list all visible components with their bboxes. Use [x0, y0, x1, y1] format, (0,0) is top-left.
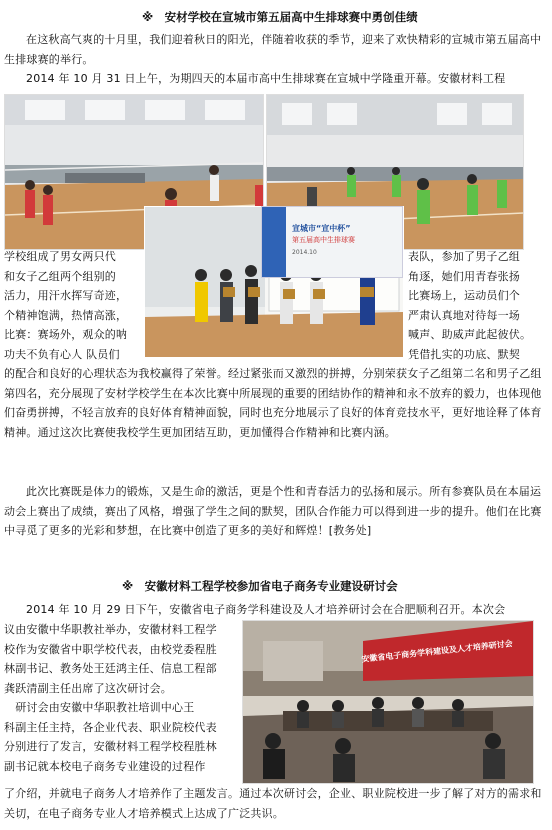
right-line-2: 角逐，她们用青春张扬: [408, 269, 520, 283]
article1-paragraph-2: 2014 年 10 月 31 日上午，为期四天的本届市高中生排球赛在宣城中学隆重开幕。安徽材料工程: [26, 72, 506, 85]
banner-date: 2014.10: [292, 249, 317, 256]
article2-paragraph-1: 2014 年 10 月 29 日下午，安徽省电子商务学科建设及人才培养研讨会在合肥顺利召开。本次会: [26, 603, 506, 616]
left-line-2: 和女子乙组两个组别的: [4, 269, 116, 283]
a2-line-1: 议由安徽中华职教社举办，安徽材料工程学: [4, 623, 217, 636]
article1-left-column: [4, 247, 142, 364]
tournament-banner: [261, 206, 403, 278]
left-line-3: 活力，用汗水挥写奇迹，: [4, 289, 128, 302]
article1-right-column: [408, 247, 548, 364]
article1-paragraph-1: 在这秋高气爽的十月里，我们迎着秋日的阳光，伴随着收获的季节，迎来了欢快精彩的宣城市第五届高中生排球赛的举行。: [4, 33, 542, 66]
left-line-4: 个精神饱满，热情高涨，: [4, 308, 128, 322]
left-line-5: 比赛：赛场外，观众的呐: [4, 328, 128, 341]
banner-line-2: 第五届高中生排球赛: [292, 236, 355, 244]
left-line-6: 功夫不负有心人 队员们: [4, 347, 120, 361]
banner-line-1: 宣城市“宣中杯”: [292, 224, 351, 233]
a2-line-3: 林副书记、教务处王廷鸿主任、信息工程部: [4, 662, 217, 675]
article2-left-column: [4, 620, 240, 776]
left-line-1: 学校组成了男女两只代: [4, 250, 116, 263]
article2-paragraph-2: 了介绍，并就电子商务人才培养作了主题发言。通过本次研讨会，企业、职业院校进一步了解了对方的需求和关切，在电子商务专业人才培养模式上达成了广泛共识。: [4, 787, 542, 820]
article2-title: ※ 安徽材料工程学校参加省电子商务专业建设研讨会: [122, 579, 398, 593]
a2-line-4: 龚跃清副主任出席了这次研讨会。: [4, 681, 172, 695]
a2-line-2: 校作为安徽省中职学校代表，由校党委程胜: [4, 642, 217, 656]
right-line-3: 比赛场上，运动员们个: [408, 289, 520, 302]
right-line-1: 表队，参加了男子乙组: [408, 250, 520, 263]
a2-line-7: 分别进行了发言，安徽材料工程学校程胜林: [4, 740, 217, 753]
photo-seminar: [242, 620, 534, 784]
a2-line-5: 研讨会由安徽中华职教社培训中心王: [4, 701, 195, 714]
a2-line-8: 副书记就本校电子商务专业建设的过程作: [4, 759, 206, 773]
article1-title: ※ 安材学校在宣城市第五届高中生排球赛中勇创佳绩: [142, 10, 418, 24]
article1-paragraph-4: 此次比赛既是体力的锻炼，又是生命的激活，更是个性和青春活力的弘扬和展示。所有参赛队员在本届运动会上赛出了成绩，赛出了风格，增强了学生之间的默契，团队合作能力可以得到进一步的提升。他们在比赛中寻觅了更多的光彩和梦想，在比赛中创造了更多的美好和辉煌！[教务处]: [4, 485, 542, 537]
right-line-4: 严肃认真地对待每一场: [408, 308, 520, 322]
seminar-banner-text: 安徽省电子商务学科建设及人才培养研讨会: [360, 639, 514, 664]
a2-line-6: 科副主任主持，各企业代表、职业院校代表: [4, 720, 217, 734]
article1-paragraph-3: 的配合和良好的心理状态为我校赢得了荣誉。经过紧张而又激烈的拼搏，分别荣获女子乙组第二名和男子乙组第四名，充分展现了安材学校学生在本次比赛中所展现的重要的团结协作的精神和永不放弃的毅力，也体现他们奋勇拼搏，不轻言放弃的良好体育精神面貌，同时也充分地展示了良好的体育竞技水平，更好地诠释了体育精神。通过这次比赛使我校学生更加团结互助，更加懂得合作精神和比赛内涵。: [4, 367, 542, 439]
right-line-5: 喊声、助威声此起彼伏。: [408, 328, 532, 341]
right-line-6: 凭借扎实的功底、默契: [408, 347, 520, 361]
